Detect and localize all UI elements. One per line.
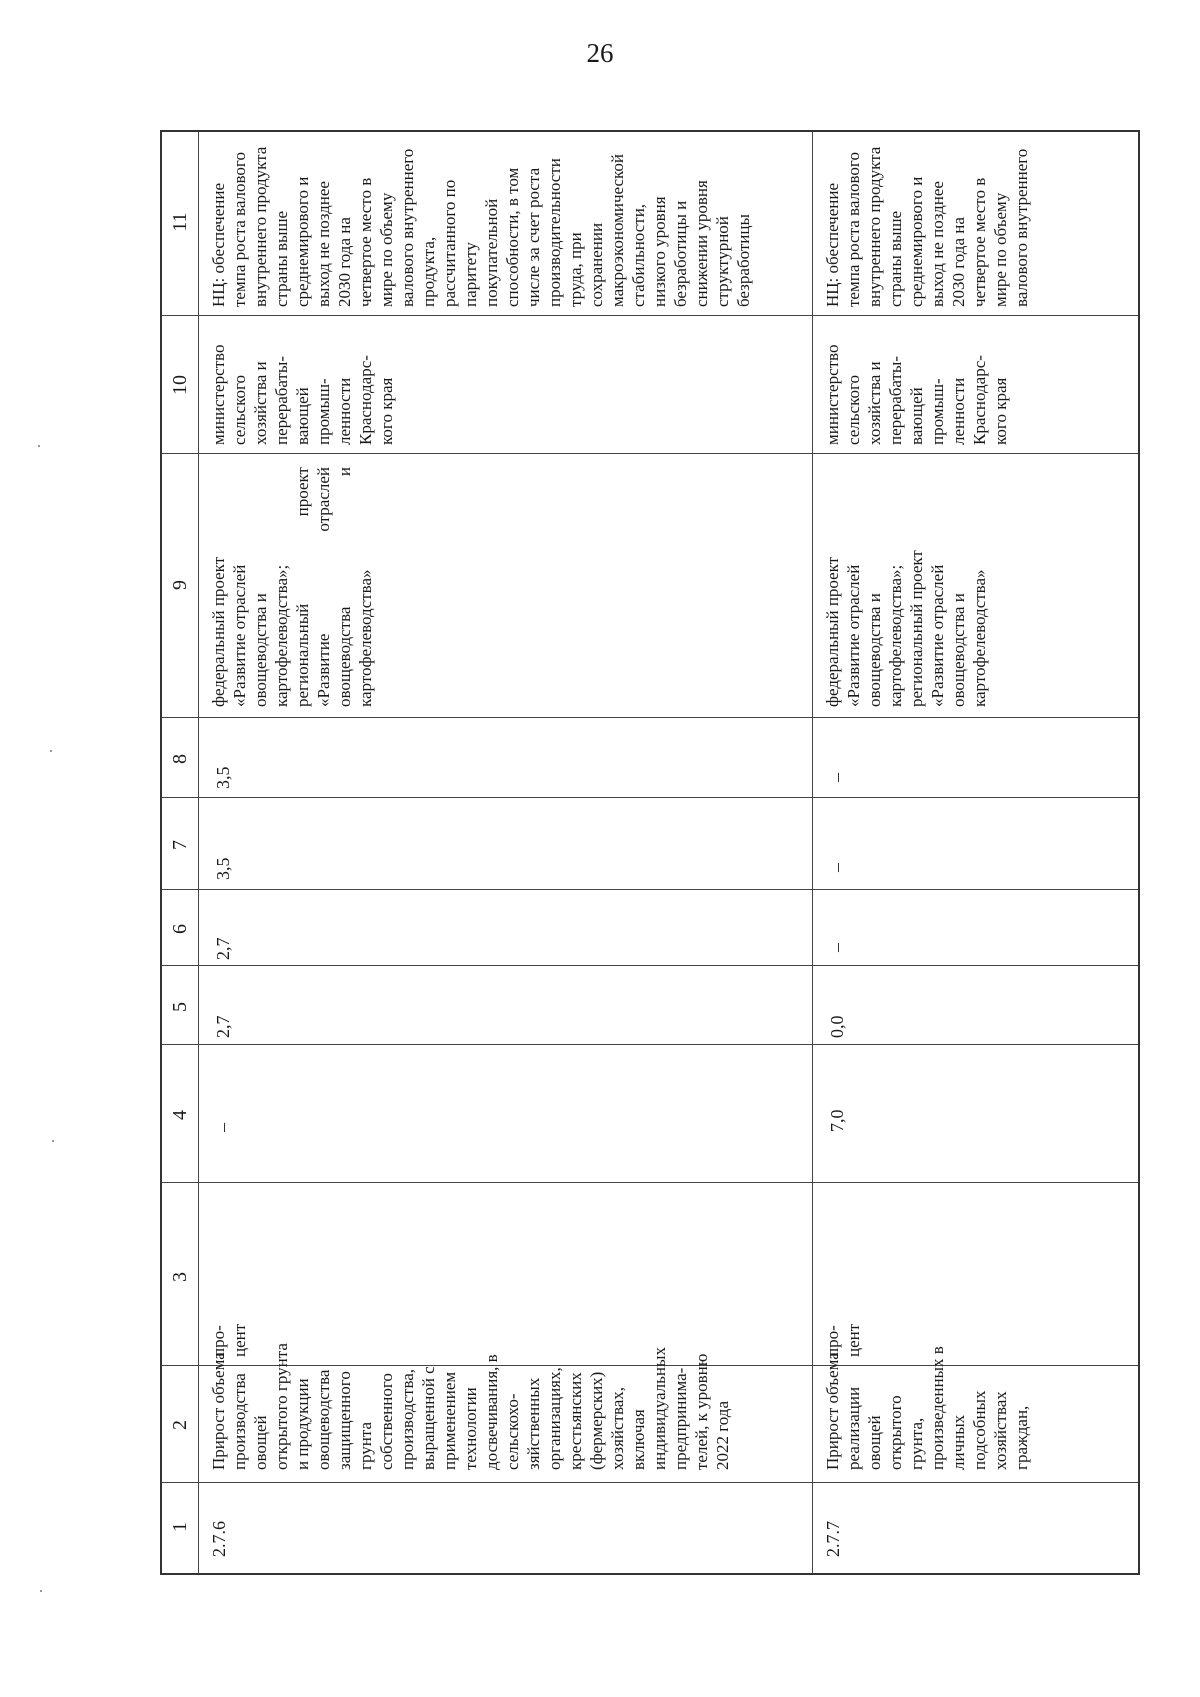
cell-line: труда, при xyxy=(566,232,585,307)
cell-line: перерабаты- xyxy=(886,355,905,445)
cell-line: сохранении xyxy=(587,222,606,307)
unit-cell xyxy=(208,1257,250,1357)
cell-line: Прирост объема xyxy=(823,1352,842,1470)
value-cell-6: – xyxy=(827,943,847,952)
cell-line: 2030 года на xyxy=(335,217,354,307)
cell-line: рассчитанного по xyxy=(440,179,459,307)
value-cell-5: 2,7 xyxy=(213,1015,233,1038)
project-line: картофелеводства»; xyxy=(272,564,291,707)
cell-line: предпринима- xyxy=(671,1367,690,1470)
cell-line: сельского xyxy=(230,374,249,445)
value-cell-4: 7,0 xyxy=(827,1109,847,1132)
cell-line: четвертое место в xyxy=(970,177,989,307)
column-divider xyxy=(162,797,1138,798)
col-number-11: 11 xyxy=(169,212,191,232)
cell-line: вающей xyxy=(907,387,926,445)
cell-line: включая xyxy=(629,1409,648,1470)
cell-line: овощей xyxy=(865,1415,884,1470)
cell-line: валового внутреннего xyxy=(398,148,417,307)
project-line-pair xyxy=(313,467,334,707)
project-line: овощеводства и xyxy=(251,593,270,707)
cell-line: (фермерских) xyxy=(587,1371,606,1470)
cell-line: стабильности, xyxy=(629,203,648,307)
cell-line: низкого уровня xyxy=(650,196,669,307)
cell-line: федеральный проект xyxy=(823,556,842,707)
unit-cell xyxy=(822,1257,864,1357)
cell-line: вающей xyxy=(293,387,312,445)
cell-line: снижении уровня xyxy=(692,180,711,307)
project-word: овощеводства xyxy=(335,606,354,707)
cell-line: открытого xyxy=(886,1395,905,1470)
cell-line: производства, xyxy=(398,1368,417,1470)
cell-line: внутреннего продукта xyxy=(251,146,270,307)
cell-line: телей, к уровню xyxy=(692,1353,711,1470)
cell-line: мире по объему xyxy=(991,192,1010,307)
value-cell-8: 3,5 xyxy=(213,766,233,789)
value-cell-7: 3,5 xyxy=(213,857,233,880)
cell-line: овощей xyxy=(251,1415,270,1470)
cell-line: личных xyxy=(949,1414,968,1470)
cell-line: крестьянских xyxy=(566,1372,585,1470)
cell-line: выращенной с xyxy=(419,1366,438,1470)
cell-line: защищенного xyxy=(335,1371,354,1470)
row-id: 2.7.7 xyxy=(823,1521,843,1557)
cell-line: производительности xyxy=(545,158,564,307)
header-divider xyxy=(198,132,199,1573)
scan-artifact xyxy=(38,445,40,447)
col-number-5: 5 xyxy=(169,1002,191,1012)
cell-line: безработицы xyxy=(734,214,753,307)
cell-line: хозяйства и xyxy=(251,361,270,445)
cell-line: страны выше xyxy=(886,210,905,307)
cell-line: региональный проект xyxy=(907,550,926,707)
cell-line: произведенных в xyxy=(928,1346,947,1470)
project-line: федеральный проект xyxy=(209,556,228,707)
project-line-pair xyxy=(292,467,313,707)
cell-line: способности, в том xyxy=(503,167,522,307)
col-number-6: 6 xyxy=(169,924,191,934)
cell-line: сельского xyxy=(844,374,863,445)
cell-line: темпа роста валового xyxy=(844,152,863,307)
cell-line: «Развитие отраслей xyxy=(844,564,863,707)
col-number-9: 9 xyxy=(169,580,191,590)
project-cell xyxy=(822,467,990,707)
cell-line: выход не позднее xyxy=(928,181,947,307)
project-word: и xyxy=(335,467,354,477)
project-word: региональный xyxy=(293,603,312,707)
cell-line: хозяйствах, xyxy=(608,1386,627,1470)
scan-artifact xyxy=(52,1140,54,1142)
cell-line: кого края xyxy=(991,377,1010,445)
cell-line: овощеводства и xyxy=(949,593,968,707)
cell-line: цент xyxy=(230,1323,249,1357)
cell-line: картофелеводства»; xyxy=(886,564,905,707)
cell-line: применением xyxy=(440,1371,459,1470)
cell-line: перерабаты- xyxy=(272,355,291,445)
cell-line: овощеводства xyxy=(314,1369,333,1470)
cell-line: мире по объему xyxy=(377,192,396,307)
cell-line: организациях, xyxy=(545,1367,564,1470)
cell-line: ленности xyxy=(949,377,968,445)
cell-line: министерство xyxy=(823,344,842,445)
cell-line: и продукции xyxy=(293,1378,312,1470)
col-number-1: 1 xyxy=(169,1522,191,1532)
cell-line: Прирост объема xyxy=(209,1352,228,1470)
cell-line: выход не позднее xyxy=(314,181,333,307)
value-cell-5: 0,0 xyxy=(827,1015,847,1038)
cell-line: покупательной xyxy=(482,198,501,307)
project-word: отраслей xyxy=(314,467,333,532)
column-divider xyxy=(162,717,1138,718)
project-line-pair xyxy=(334,467,355,707)
page-number: 26 xyxy=(586,38,614,68)
scan-artifact xyxy=(40,1590,42,1592)
cell-line: темпа роста валового xyxy=(230,152,249,307)
cell-line: паритету xyxy=(461,242,480,307)
value-cell-4: – xyxy=(213,1123,233,1132)
scan-artifact xyxy=(50,750,52,752)
rotated-table xyxy=(160,130,1140,1575)
cell-line: кого края xyxy=(377,377,396,445)
cell-line: граждан, xyxy=(1012,1405,1031,1470)
cell-line: числе за счет роста xyxy=(524,167,543,307)
col-number-7: 7 xyxy=(169,840,191,850)
cell-line: индивидуальных xyxy=(650,1347,669,1470)
cell-line: безработицы и xyxy=(671,200,690,307)
cell-line: ленности xyxy=(335,377,354,445)
row-id: 2.7.6 xyxy=(209,1521,229,1557)
cell-line: досвечивания, в xyxy=(482,1354,501,1470)
col-number-4: 4 xyxy=(169,1110,191,1120)
cell-line: среднемирового и xyxy=(907,176,926,307)
col-number-10: 10 xyxy=(169,375,191,395)
indicator-cell xyxy=(208,870,733,1470)
responsible-cell xyxy=(822,315,1011,445)
project-word: проект xyxy=(293,467,312,517)
cell-line: внутреннего продукта xyxy=(865,146,884,307)
cell-line: промыш- xyxy=(314,378,333,445)
cell-line: Краснодарс- xyxy=(970,355,989,445)
value-cell-8: – xyxy=(827,773,847,782)
goal-cell xyxy=(822,7,1032,307)
cell-line: промыш- xyxy=(928,378,947,445)
cell-line: производства xyxy=(230,1373,249,1470)
cell-line: четвертое место в xyxy=(356,177,375,307)
cell-line: зяйственных xyxy=(524,1377,543,1470)
col-number-2: 2 xyxy=(169,1420,191,1430)
cell-line: НЦ: обеспечение xyxy=(209,182,228,307)
cell-line: про- xyxy=(209,1325,228,1357)
project-cell xyxy=(208,467,376,707)
cell-line: хозяйствах xyxy=(991,1391,1010,1470)
responsible-cell xyxy=(208,315,397,445)
cell-line: про- xyxy=(823,1325,842,1357)
cell-line: картофелеводства» xyxy=(970,569,989,707)
cell-line: Краснодарс- xyxy=(356,355,375,445)
cell-line: 2030 года на xyxy=(949,217,968,307)
cell-line: грунта xyxy=(356,1421,375,1470)
value-cell-6: 2,7 xyxy=(213,937,233,960)
row-divider xyxy=(812,132,813,1573)
cell-line: технологии xyxy=(461,1387,480,1470)
cell-line: НЦ: обеспечение xyxy=(823,182,842,307)
cell-line: грунта, xyxy=(907,1417,926,1470)
project-word: «Развитие xyxy=(314,633,333,707)
col-number-3: 3 xyxy=(169,1272,191,1282)
cell-line: среднемирового и xyxy=(293,176,312,307)
cell-line: валового внутреннего xyxy=(1012,148,1031,307)
cell-line: «Развитие отраслей xyxy=(928,564,947,707)
cell-line: макроэкономической xyxy=(608,153,627,307)
column-divider xyxy=(162,1482,1138,1483)
goal-cell xyxy=(208,0,754,307)
project-line: «Развитие отраслей xyxy=(230,564,249,707)
cell-line: министерство xyxy=(209,344,228,445)
cell-line: структурной xyxy=(713,216,732,307)
col-number-8: 8 xyxy=(169,754,191,764)
value-cell-7: – xyxy=(827,863,847,872)
project-line: картофелеводства» xyxy=(356,569,375,707)
cell-line: овощеводства и xyxy=(865,593,884,707)
cell-line: сельскохо- xyxy=(503,1393,522,1470)
cell-line: собственного xyxy=(377,1373,396,1470)
cell-line: открытого грунта xyxy=(272,1343,291,1470)
cell-line: страны выше xyxy=(272,210,291,307)
cell-line: 2022 года xyxy=(713,1400,732,1470)
cell-line: подсобных xyxy=(970,1390,989,1470)
cell-line: цент xyxy=(844,1323,863,1357)
cell-line: реализации xyxy=(844,1386,863,1470)
cell-line: продукта, xyxy=(419,236,438,307)
cell-line: хозяйства и xyxy=(865,361,884,445)
column-divider xyxy=(162,453,1138,454)
